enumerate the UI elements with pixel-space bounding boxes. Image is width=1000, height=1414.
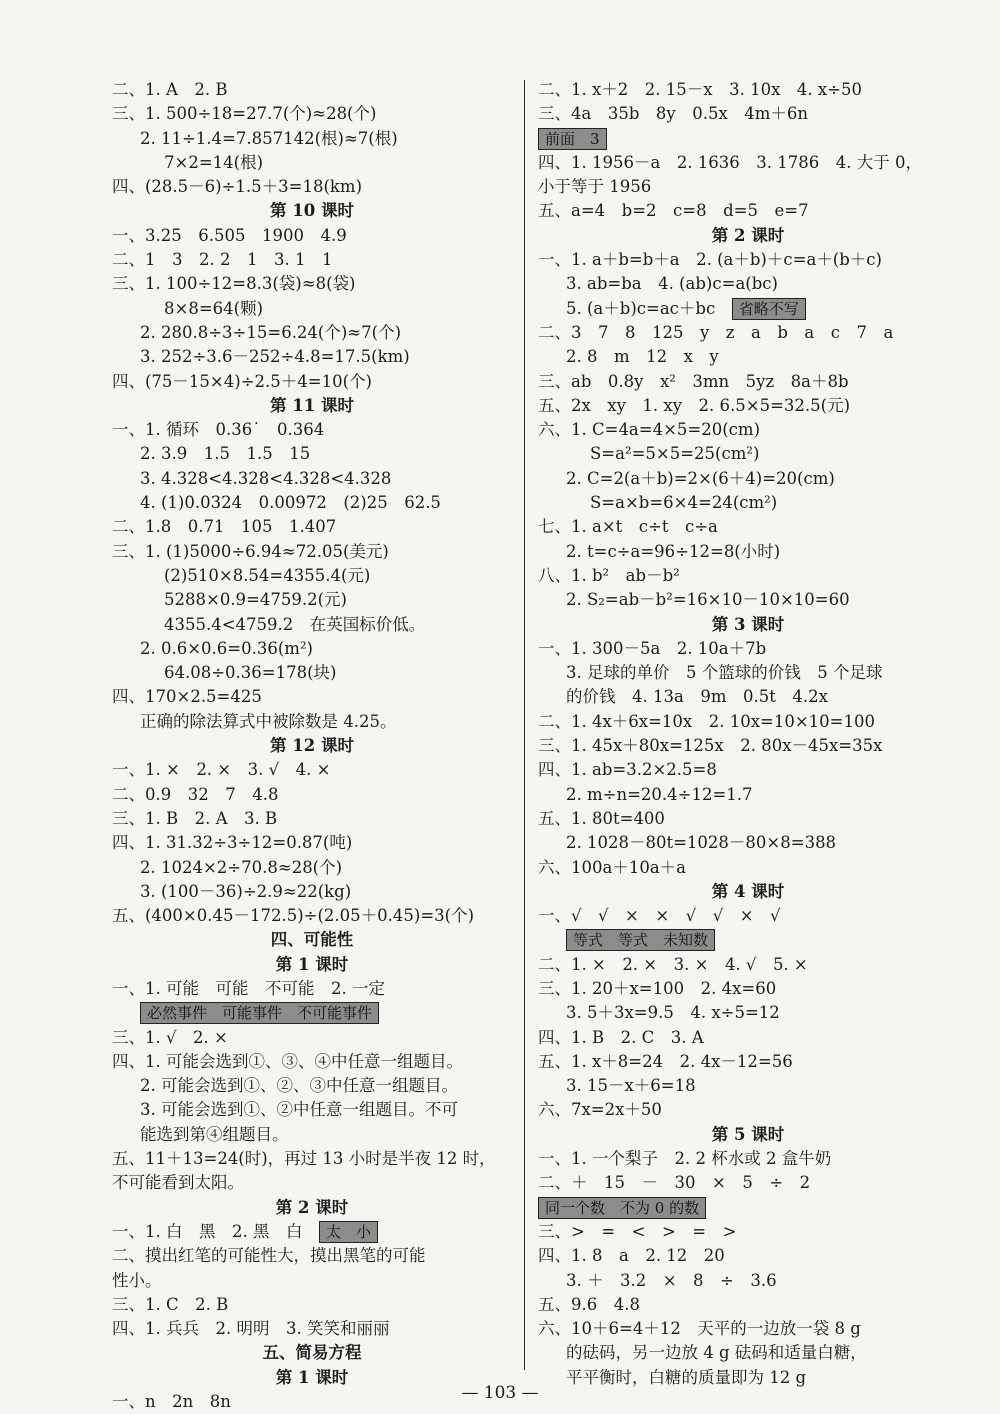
answer-line — [112, 1171, 512, 1195]
answer-text: 二、1. A 2. B — [112, 80, 228, 99]
section-heading — [112, 928, 512, 952]
answer-line — [112, 904, 512, 928]
answer-text: 六、100a＋10a＋a — [538, 857, 687, 877]
answer-line — [538, 297, 958, 321]
answer-line — [538, 370, 958, 394]
answer-text: 8×8=64(颗) — [164, 298, 264, 318]
answer-line — [538, 345, 958, 369]
answer-text: 二、摸出红笔的可能性大，摸出黑笔的可能 — [112, 1246, 426, 1266]
answer-text: 3. 5＋3x=9.5 4. x÷5=12 — [566, 1003, 780, 1023]
answer-text: 2. 1024×2÷70.8≈28(个) — [140, 857, 343, 877]
answer-line — [538, 588, 958, 612]
answer-line — [538, 199, 958, 223]
answer-text: 4355.4<4759.2 在英国标价低。 — [164, 614, 426, 634]
right-answer-column — [538, 78, 958, 1390]
section-heading — [538, 613, 958, 637]
answer-line — [538, 1293, 958, 1317]
answer-text: 三、4a 35b 8y 0.5x 4m＋6n — [538, 104, 809, 124]
answer-line — [538, 1317, 958, 1341]
answer-text: 3. ab=ba 4. (ab)c=a(bc) — [566, 274, 778, 294]
section-heading — [112, 1196, 512, 1220]
answer-line — [538, 1196, 958, 1220]
answer-line — [538, 904, 958, 928]
answer-text: 第 4 课时 — [711, 881, 785, 901]
answer-line — [538, 102, 958, 126]
answer-line — [538, 151, 958, 175]
answer-text: 四、(28.5－6)÷1.5＋3=18(km) — [112, 177, 363, 197]
answer-line — [538, 637, 958, 661]
answer-text: 7×2=14(根) — [164, 152, 264, 172]
answer-text: 第 11 课时 — [270, 395, 354, 415]
answer-text: 二、1 3 2. 2 1 3. 1 1 — [112, 250, 333, 270]
answer-line — [112, 783, 512, 807]
answer-line — [112, 1293, 512, 1317]
answer-line — [112, 856, 512, 880]
answer-text: 不可能看到太阳。 — [112, 1173, 244, 1193]
answer-line — [538, 467, 958, 491]
answer-text: 六、7x=2x＋50 — [538, 1100, 662, 1120]
answer-text: 五、2x xy 1. xy 2. 6.5×5=32.5(元) — [538, 395, 851, 415]
answer-line — [538, 1074, 958, 1098]
answer-line — [538, 394, 958, 418]
answer-line — [538, 540, 958, 564]
answer-text: 3. ＋ 3.2 × 8 ÷ 3.6 — [566, 1270, 777, 1290]
answer-line — [112, 710, 512, 734]
answer-text: 四、1. 8 a 2. 12 20 — [538, 1246, 725, 1266]
answer-text: 5. (a＋b)c=ac＋bc — [566, 298, 732, 318]
section-heading — [538, 880, 958, 904]
answer-text: 四、1. 兵兵 2. 明明 3. 笑笑和丽丽 — [112, 1319, 390, 1339]
answer-line — [112, 661, 512, 685]
answer-text: 六、1. C=4a=4×5=20(cm) — [538, 420, 761, 440]
answer-line — [112, 467, 512, 491]
answer-text: 一、1. 白 黑 2. 黑 白 — [112, 1221, 319, 1241]
answer-line — [112, 758, 512, 782]
answer-line — [112, 1220, 512, 1244]
answer-text: 八、1. b² ab－b² — [538, 565, 680, 585]
answer-text: 五、a=4 b=2 c=8 d=5 e=7 — [538, 201, 809, 221]
answer-text: 五、简易方程 — [262, 1343, 362, 1363]
answer-line — [112, 685, 512, 709]
answer-text: 四、(75－15×4)÷2.5＋4=10(个) — [112, 371, 372, 391]
answer-text: 四、1. 可能会选到①、③、④中任意一组题目。 — [112, 1051, 463, 1071]
answer-line — [112, 175, 512, 199]
answer-text: S=a×b=6×4=24(cm²) — [590, 493, 778, 513]
answer-text: 第 2 课时 — [275, 1197, 349, 1217]
answer-text: 3. 15－x＋6=18 — [566, 1076, 696, 1096]
answer-text: 二、1.8 0.71 105 1.407 — [112, 517, 337, 537]
answer-text: 2. 1028－80t=1028－80×8=388 — [566, 833, 837, 853]
answer-line — [538, 685, 958, 709]
answer-line — [112, 491, 512, 515]
answer-text: 64.08÷0.36=178(块) — [164, 663, 337, 683]
answer-text: 一、1. 循环 0.36˙ 0.364 — [112, 420, 325, 440]
answer-text: 2. 0.6×0.6=0.36(m²) — [140, 638, 313, 658]
answer-line — [538, 418, 958, 442]
answer-text: 2. 可能会选到①、②、③中任意一组题目。 — [140, 1076, 458, 1096]
answer-line — [112, 977, 512, 1001]
answer-line — [112, 1244, 512, 1268]
answer-text: 一、n 2n 8n — [112, 1392, 231, 1412]
answer-text: 的砝码，另一边放 4 g 砝码和适量白糖， — [566, 1343, 867, 1363]
answer-text: 一、1. a＋b=b＋a 2. (a＋b)＋c=a＋(b＋c) — [538, 250, 882, 270]
answer-text: 第 12 课时 — [270, 736, 354, 756]
answer-text: 2. 3.9 1.5 1.5 15 — [140, 444, 311, 464]
answer-text: 第 1 课时 — [275, 954, 349, 974]
section-heading — [112, 394, 512, 418]
answer-line — [538, 758, 958, 782]
answer-line — [112, 370, 512, 394]
answer-text: 一、3.25 6.505 1900 4.9 — [112, 225, 347, 245]
answer-text: 3. 可能会选到①、②中任意一组题目。不可 — [140, 1100, 458, 1120]
answer-text: 四、1. B 2. C 3. A — [538, 1027, 704, 1047]
answer-line — [538, 248, 958, 272]
answer-text: 三、1. √ 2. × — [112, 1027, 228, 1047]
answer-line — [112, 78, 512, 102]
answer-text: 3. 252÷3.6－252÷4.8=17.5(km) — [140, 347, 410, 367]
answer-text: 一、1. × 2. × 3. √ 4. × — [112, 760, 331, 780]
answer-line — [538, 491, 958, 515]
answer-text: 5288×0.9=4759.2(元) — [164, 590, 347, 610]
answer-line — [538, 321, 958, 345]
answer-text: 2. 11÷1.4=7.857142(根)≈7(根) — [140, 128, 398, 148]
answer-text: 七、1. a×t c÷t c÷a — [538, 517, 718, 537]
answer-line — [112, 1026, 512, 1050]
answer-line — [538, 1341, 958, 1365]
column-divider — [524, 80, 525, 1370]
answer-text: 正确的除法算式中被除数是 4.25。 — [140, 711, 397, 731]
answer-line — [112, 637, 512, 661]
answer-line — [538, 710, 958, 734]
answer-line — [112, 1269, 512, 1293]
answer-line — [538, 661, 958, 685]
answer-text: 三、1. 20＋x=100 2. 4x=60 — [538, 978, 777, 998]
answer-text: 五、1. 80t=400 — [538, 808, 665, 828]
answer-line — [538, 175, 958, 199]
answer-line — [538, 1244, 958, 1268]
answer-text: 三、1. C 2. B — [112, 1294, 229, 1314]
answer-text: 四、可能性 — [270, 930, 354, 950]
answer-text: 3. 4.328<4.328<4.328<4.328 — [140, 468, 392, 488]
answer-text: 2. t=c÷a=96÷12=8(小时) — [566, 541, 781, 561]
answer-text: S=a²=5×5=25(cm²) — [590, 444, 760, 464]
answer-text: 2. S₂=ab－b²=16×10－10×10=60 — [566, 590, 850, 610]
answer-text: 第 1 课时 — [275, 1367, 349, 1387]
answer-text: 五、(400×0.45－172.5)÷(2.05＋0.45)=3(个) — [112, 906, 475, 926]
section-heading — [112, 199, 512, 223]
answer-line — [538, 1050, 958, 1074]
answer-line — [112, 1147, 512, 1171]
highlighted-answer-box: 必然事件 可能事件 不可能事件 — [140, 1002, 379, 1024]
answer-text: 第 2 课时 — [711, 225, 785, 245]
answer-line — [112, 1317, 512, 1341]
section-heading — [112, 953, 512, 977]
answer-line — [112, 807, 512, 831]
highlighted-answer-box: 前面 3 — [538, 128, 607, 150]
answer-line — [112, 272, 512, 296]
answer-text: 一、1. 一个梨子 2. 2 杯水或 2 盒牛奶 — [538, 1149, 832, 1169]
answer-line — [538, 272, 958, 296]
answer-text: 三、1. B 2. A 3. B — [112, 808, 278, 828]
answer-line — [538, 928, 958, 952]
answer-line — [112, 564, 512, 588]
answer-line — [538, 1171, 958, 1195]
answer-text: 二、0.9 32 7 4.8 — [112, 784, 279, 804]
answer-line — [538, 1269, 958, 1293]
answer-line — [538, 1220, 958, 1244]
highlighted-answer-box: 太 小 — [319, 1221, 378, 1243]
answer-line — [538, 1001, 958, 1025]
answer-line — [112, 442, 512, 466]
answer-text: 三、1. 500÷18=27.7(个)≈28(个) — [112, 104, 377, 124]
answer-text: 五、1. x＋8=24 2. 4x－12=56 — [538, 1051, 793, 1071]
answer-text: 四、1. ab=3.2×2.5=8 — [538, 760, 717, 780]
answer-line — [112, 127, 512, 151]
answer-text: 一、1. 可能 可能 不可能 2. 一定 — [112, 978, 385, 998]
answer-line — [112, 151, 512, 175]
answer-line — [538, 564, 958, 588]
answer-line — [538, 1026, 958, 1050]
answer-text: 二、1. 4x＋6x=10x 2. 10x=10×10=100 — [538, 711, 875, 731]
answer-text: 性小。 — [112, 1270, 162, 1290]
highlighted-answer-box: 等式 等式 未知数 — [566, 929, 715, 951]
answer-text: 第 5 课时 — [711, 1124, 785, 1144]
answer-line — [112, 248, 512, 272]
answer-text: 2. C=2(a＋b)=2×(6＋4)=20(cm) — [566, 468, 835, 488]
answer-text: 第 10 课时 — [270, 201, 354, 221]
answer-text: 四、1. 31.32÷3÷12=0.87(吨) — [112, 833, 353, 853]
answer-line — [112, 880, 512, 904]
section-heading — [112, 734, 512, 758]
highlighted-answer-box: 同一个数 不为 0 的数 — [538, 1197, 706, 1219]
answer-line — [112, 1074, 512, 1098]
answer-line — [538, 1147, 958, 1171]
answer-line — [112, 1123, 512, 1147]
answer-text: 三、1. (1)5000÷6.94≈72.05(美元) — [112, 541, 389, 561]
answer-text: 二、1. x＋2 2. 15－x 3. 10x 4. x÷50 — [538, 80, 862, 99]
answer-line — [538, 78, 958, 102]
answer-line — [112, 515, 512, 539]
section-heading — [538, 224, 958, 248]
section-heading — [112, 1341, 512, 1365]
answer-line — [112, 540, 512, 564]
answer-text: (2)510×8.54=4355.4(元) — [164, 565, 371, 585]
answer-line — [112, 418, 512, 442]
answer-text: 2. 8 m 12 x y — [566, 347, 719, 367]
answer-text: 2. m÷n=20.4÷12=1.7 — [566, 784, 753, 804]
answer-text: 一、1. 300－5a 2. 10a＋7b — [538, 638, 767, 658]
answer-line — [112, 102, 512, 126]
answer-text: 3. (100－36)÷2.9≈22(kg) — [140, 881, 352, 901]
answer-text: 三、1. 100÷12=8.3(袋)≈8(袋) — [112, 274, 356, 294]
answer-line — [538, 1098, 958, 1122]
answer-text: 六、10＋6=4＋12 天平的一边放一袋 8 g — [538, 1319, 861, 1339]
answer-line — [112, 1050, 512, 1074]
answer-line — [538, 856, 958, 880]
answer-line — [112, 1001, 512, 1025]
answer-line — [538, 127, 958, 151]
answer-line — [112, 345, 512, 369]
answer-line — [538, 515, 958, 539]
answer-text: 二、1. × 2. × 3. × 4. √ 5. × — [538, 954, 808, 974]
highlighted-answer-box: 省略不写 — [732, 298, 806, 320]
answer-text: 能选到第④组题目。 — [140, 1124, 289, 1144]
answer-text: 五、11＋13=24(时)，再过 13 小时是半夜 12 时， — [112, 1149, 496, 1169]
left-answer-column — [112, 78, 512, 1414]
answer-line — [112, 1098, 512, 1122]
answer-line — [112, 831, 512, 855]
answer-line — [538, 977, 958, 1001]
answer-line — [538, 807, 958, 831]
answer-text: 三、ab 0.8y x² 3mn 5yz 8a＋8b — [538, 371, 849, 391]
answer-text: 二、＋ 15 － 30 × 5 ÷ 2 — [538, 1173, 811, 1193]
answer-text: 五、9.6 4.8 — [538, 1294, 640, 1314]
answer-text: 3. 足球的单价 5 个篮球的价钱 5 个足球 — [566, 663, 883, 683]
answer-text: 平平衡时，白糖的质量即为 12 g — [566, 1367, 807, 1387]
answer-text: 二、3 7 8 125 y z a b a c 7 a — [538, 322, 894, 342]
answer-text: 一、√ √ × × √ √ × √ — [538, 906, 781, 926]
answer-line — [112, 321, 512, 345]
answer-text: 4. (1)0.0324 0.00972 (2)25 62.5 — [140, 493, 441, 513]
answer-text: 的价钱 4. 13a 9m 0.5t 4.2x — [566, 687, 828, 707]
answer-text: 三、1. 45x＋80x=125x 2. 80x－45x=35x — [538, 736, 883, 756]
answer-line — [538, 783, 958, 807]
answer-line — [112, 224, 512, 248]
answer-line — [538, 953, 958, 977]
answer-line — [538, 734, 958, 758]
section-heading — [538, 1123, 958, 1147]
answer-text: 三、> = < > = > — [538, 1221, 737, 1241]
answer-text: 四、1. 1956－a 2. 1636 3. 1786 4. 大于 0， — [538, 152, 923, 172]
answer-line — [538, 442, 958, 466]
answer-text: 小于等于 1956 — [538, 177, 652, 197]
answer-line — [112, 613, 512, 637]
page-number: — 103 — — [461, 1383, 539, 1403]
answer-text: 2. 280.8÷3÷15=6.24(个)≈7(个) — [140, 322, 402, 342]
answer-line — [112, 297, 512, 321]
answer-text: 四、170×2.5=425 — [112, 687, 262, 707]
answer-line — [538, 831, 958, 855]
answer-line — [112, 588, 512, 612]
answer-text: 第 3 课时 — [711, 614, 785, 634]
